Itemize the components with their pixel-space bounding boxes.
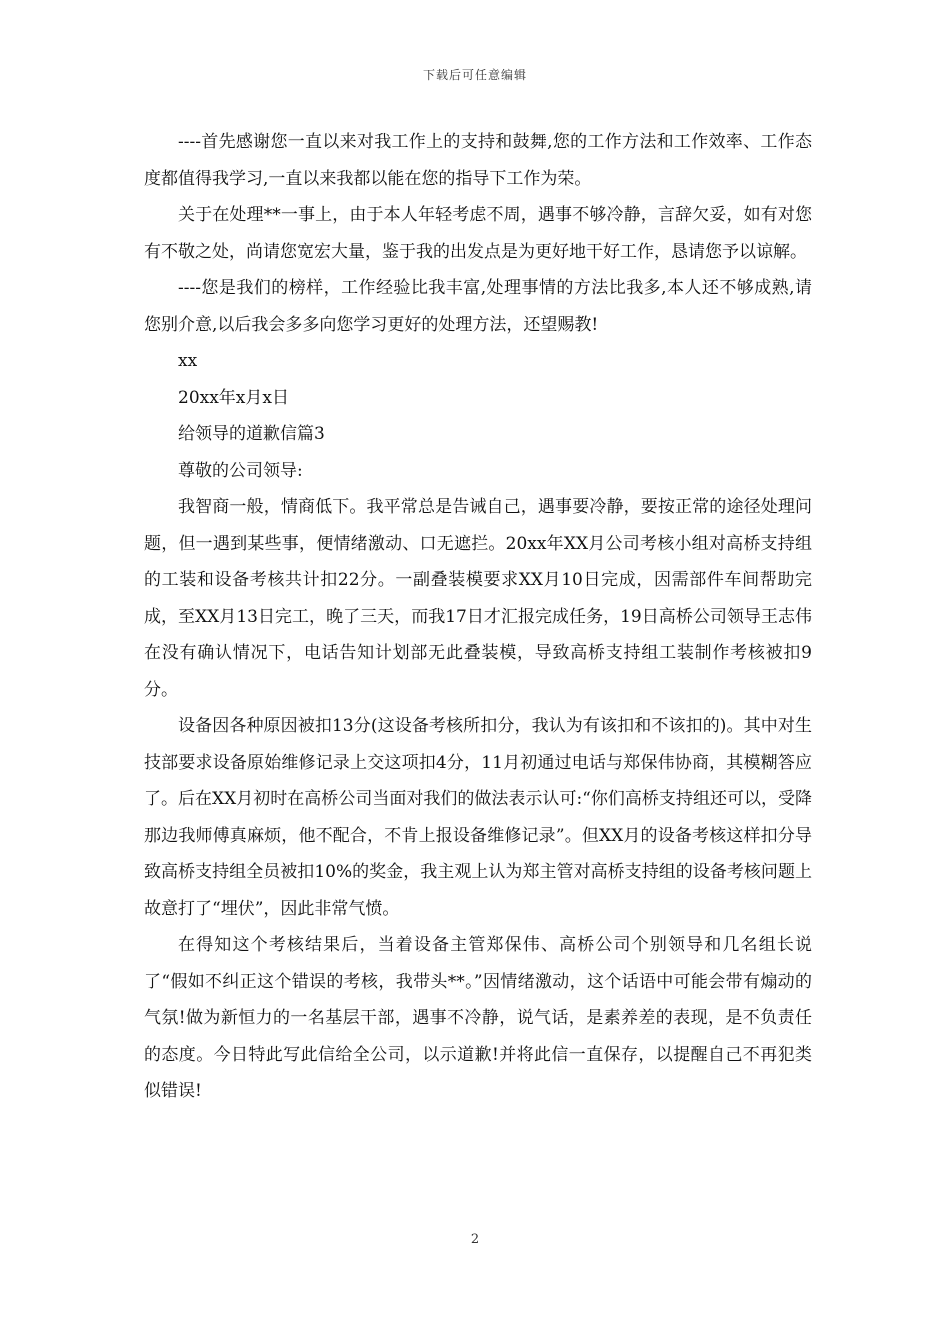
signature-date: 20xx年x月x日 [178,387,289,408]
paragraph-apology: 关于在处理**一事上，由于本人年轻考虑不周，遇事不够冷静，言辞欠妥，如有对您有不敬之处，尚请您宽宏大量，鉴于我的出发点是为更好地干好工作，恳请您予以谅解。 [144,205,812,262]
page-number: 2 [470,1232,480,1247]
paragraph-equipment: 设备因各种原因被扣13分(这设备考核所扣分，我认为有该扣和不该扣的)。其中对生技部要求设备原始维修记录上交这项扣4分，11月初通过电话与郑保伟协商，其模糊答应了。后在XX月初时在高桥公司当面对我们的做法表示认可:“你们高桥支持组还可以，受降那边我师傅真麻烦，他不配合，不肯上报设备维修记录”。但XX月的设备考核这样扣分导致高桥支持组全员被扣10%的奖金，我主观上认为郑主管对高桥支持组的设备考核问题上故意打了“埋伏”，因此非常气愤。 [144,716,812,919]
salutation: 尊敬的公司领导: [178,460,303,481]
section-title: 给领导的道歉信篇3 [178,424,325,444]
paragraph-role-model: ----您是我们的榜样，工作经验比我丰富,处理事情的方法比我多,本人还不够成熟,请您别介意,以后我会多多向您学习更好的处理方法，还望赐教! [144,278,812,335]
paragraph-background: 我智商一般，情商低下。我平常总是告诫自己，遇事要冷静，要按正常的途径处理问题，但一遇到某些事，便情绪激动、口无遮拦。20xx年XX月公司考核小组对高桥支持组的工装和设备考核共计扣22分。一副叠装模要求XX月10日完成，因需部件车间帮助完成，至XX月13日完工，晚了三天，而我17日才汇报完成任务，19日高桥公司领导王志伟在没有确认情况下，电话告知计划部无此叠装模，导致高桥支持组工装制作考核被扣9分。 [144,497,812,700]
page-header: 下载后可任意编辑 [422,68,527,82]
signature-name: xx [178,351,198,371]
document-body [144,124,812,1110]
paragraph-thanks: ----首先感谢您一直以来对我工作上的支持和鼓舞,您的工作方法和工作效率、工作态度都值得我学习,一直以来我都以能在您的指导下工作为荣。 [144,132,812,189]
paragraph-conclusion: 在得知这个考核结果后，当着设备主管郑保伟、高桥公司个别领导和几名组长说了“假如不纠正这个错误的考核，我带头**。”因情绪激动，这个话语中可能会带有煽动的气氛!做为新恒力的一名基层干部，遇事不冷静，说气话，是素养差的表现，是不负责任的态度。今日特此写此信给全公司，以示道歉!并将此信一直保存，以提醒自己不再犯类似错误! [144,935,812,1101]
